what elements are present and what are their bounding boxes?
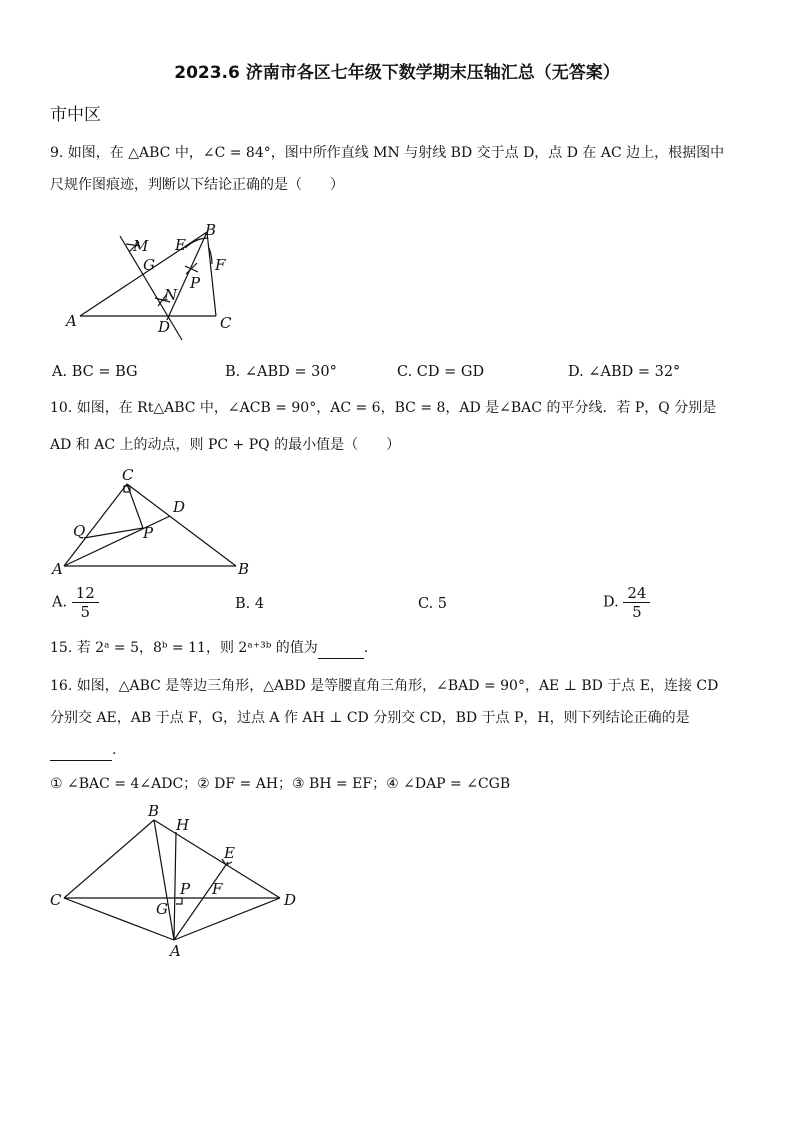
q9-option-a[interactable]: A. BC = BG bbox=[52, 364, 138, 380]
q16-label-D: D bbox=[284, 891, 297, 909]
q10-label-B: B bbox=[238, 560, 250, 578]
q9-label-G: G bbox=[143, 256, 155, 274]
q9-label-E: E bbox=[175, 236, 186, 254]
q10-option-c[interactable]: C. 5 bbox=[418, 596, 448, 612]
q9-option-d[interactable]: D. ∠ABD = 32° bbox=[568, 364, 681, 380]
q15-stem: 15. 若 2ᵃ = 5，8ᵇ = 11，则 2ᵃ⁺³ᵇ 的值为 . bbox=[50, 638, 368, 659]
q16-stem-line2: 分别交 AE，AB 于点 F，G，过点 A 作 AH ⊥ CD 分别交 CD，BD 于点 P，H，则下列结论正确的是 bbox=[50, 710, 690, 726]
q16-statements: ① ∠BAC = 4∠ADC；② DF = AH；③ BH = EF；④ ∠DAP = ∠CGB bbox=[50, 776, 511, 792]
q10-option-a-fraction: $\frac{12}{5}$ bbox=[72, 584, 99, 621]
q16-stem-line3: . bbox=[50, 740, 116, 761]
q16-label-C: C bbox=[50, 891, 62, 909]
section-heading: 市中区 bbox=[50, 105, 101, 125]
q9-label-D: D bbox=[158, 318, 171, 336]
q9-option-b[interactable]: B. ∠ABD = 30° bbox=[225, 364, 337, 380]
q9-label-M: M bbox=[133, 237, 149, 255]
q9-option-c[interactable]: C. CD = GD bbox=[397, 364, 485, 380]
q9-stem-line1: 9. 如图，在 △ABC 中，∠C = 84°，图中所作直线 MN 与射线 BD 交于点 D，点 D 在 AC 边上，根据图中 bbox=[50, 145, 725, 161]
q10-label-C: C bbox=[122, 466, 134, 484]
q9-label-F: F bbox=[215, 256, 226, 274]
q9-label-B: B bbox=[205, 221, 217, 239]
q10-option-b[interactable]: B. 4 bbox=[235, 596, 265, 612]
page-title: 2023.6 济南市各区七年级下数学期末压轴汇总（无答案） bbox=[174, 63, 620, 83]
q16-label-P: P bbox=[180, 880, 191, 898]
q10-option-d-fraction: $\frac{24}{5}$ bbox=[623, 584, 650, 621]
q16-label-B: B bbox=[148, 802, 160, 820]
q10-stem-line1: 10. 如图，在 Rt△ABC 中，∠ACB = 90°，AC = 6，BC = 8，AD 是∠BAC 的平分线．若 P，Q 分别是 bbox=[50, 400, 717, 416]
q10-label-Q: Q bbox=[73, 522, 86, 540]
q10-label-A: A bbox=[52, 560, 63, 578]
q16-label-G: G bbox=[156, 900, 168, 918]
q10-label-D: D bbox=[173, 498, 186, 516]
q16-label-F: F bbox=[212, 880, 223, 898]
q9-label-N: N bbox=[164, 286, 178, 304]
q10-label-P: P bbox=[143, 524, 154, 542]
q10-option-d[interactable]: D. $\frac{24}{5}$ bbox=[603, 584, 650, 621]
q16-label-H: H bbox=[176, 816, 190, 834]
q9-label-C: C bbox=[220, 314, 232, 332]
q10-option-a[interactable]: A. $\frac{12}{5}$ bbox=[52, 584, 99, 621]
q10-stem-line2: AD 和 AC 上的动点，则 PC + PQ 的最小值是（ ） bbox=[50, 437, 401, 453]
q9-stem-line2: 尺规作图痕迹，判断以下结论正确的是（ ） bbox=[50, 177, 344, 193]
q16-label-A: A bbox=[170, 942, 181, 960]
q16-stem-line1: 16. 如图，△ABC 是等边三角形，△ABD 是等腰直角三角形，∠BAD = 90°，AE ⊥ BD 于点 E，连接 CD bbox=[50, 678, 719, 694]
q16-label-E: E bbox=[224, 844, 235, 862]
q9-label-P: P bbox=[190, 274, 201, 292]
q9-label-A: A bbox=[66, 312, 77, 330]
